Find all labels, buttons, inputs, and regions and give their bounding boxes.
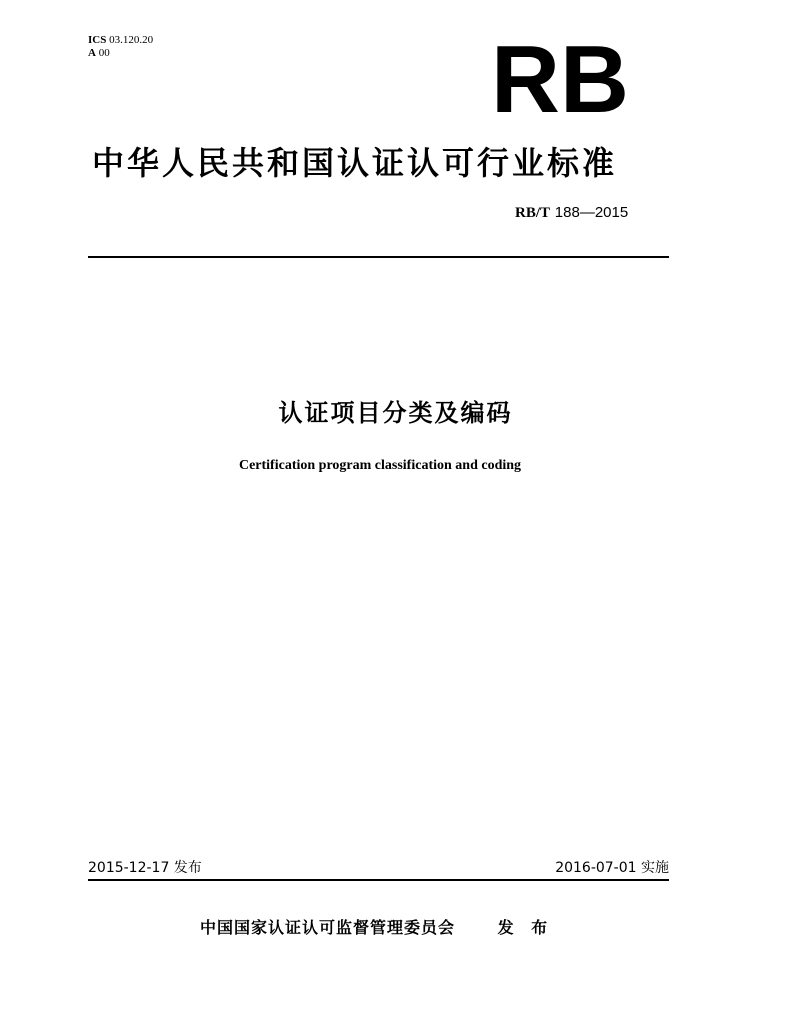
rb-logo-text: RB (491, 42, 629, 114)
ics-label: ICS (88, 34, 107, 46)
standard-number-value: 188—2015 (554, 204, 629, 221)
publish-label: 发 布 (497, 918, 554, 937)
document-title-cn: 认证项目分类及编码 (278, 399, 513, 427)
standard-type-title: 中华人民共和国认证认可行业标准 (92, 144, 618, 182)
class-code: 00 (98, 47, 110, 59)
standard-number (515, 203, 628, 222)
issuer-line (200, 915, 553, 938)
issuer-name: 中国国家认证认可监督管理委员会 (200, 918, 456, 937)
standard-number-prefix: RB/T (515, 205, 551, 221)
document-title-en: Certification program classification and coding (238, 458, 522, 473)
ics-code: 03.120.20 (109, 34, 154, 46)
implementation-date: 2016-07-01 实施 (555, 860, 669, 876)
class-label: A (88, 47, 96, 59)
ics-line (88, 34, 153, 47)
issue-date: 2015-12-17 发布 (88, 860, 202, 876)
ics-classification (88, 34, 153, 60)
rb-logo (490, 42, 630, 114)
bottom-divider (88, 879, 669, 881)
top-divider (88, 256, 669, 258)
class-line (88, 47, 153, 60)
